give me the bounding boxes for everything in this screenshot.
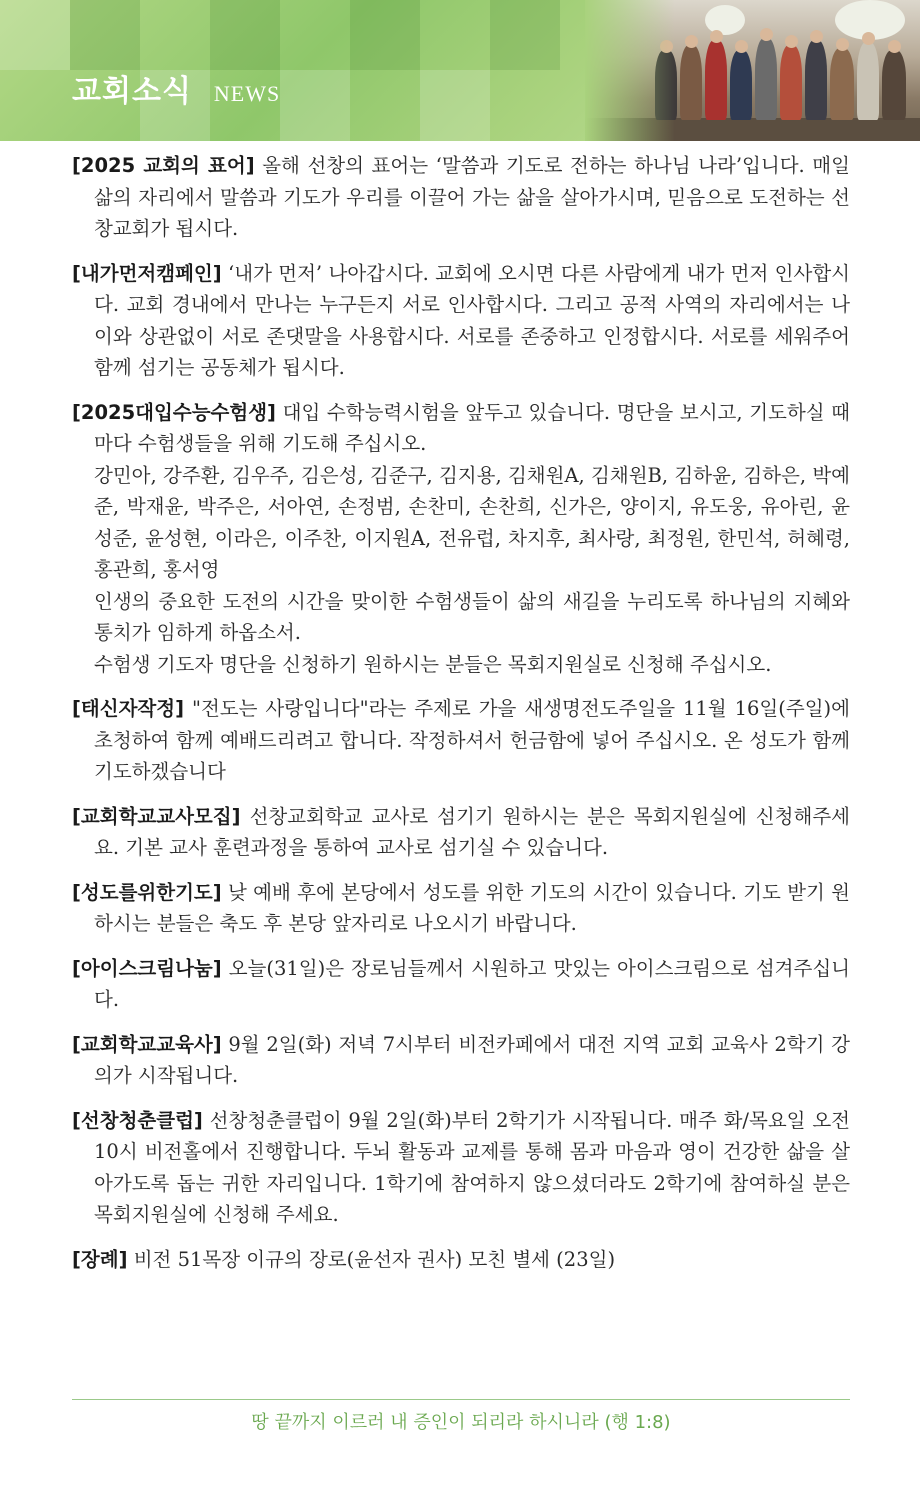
news-item-label: [장례]	[72, 1247, 128, 1271]
news-item-text: 대입 수학능력시험을 앞두고 있습니다. 명단을 보시고, 기도하실 때마다 수험생들을 위해 기도해 주십시오.	[94, 400, 851, 455]
news-item	[72, 877, 850, 940]
choir-photo	[585, 0, 920, 141]
news-item-label: [내가먼저캠페인]	[72, 261, 222, 285]
news-item	[72, 1029, 850, 1092]
news-item	[72, 258, 850, 384]
news-item-label: [2025대입수능수험생]	[72, 400, 276, 424]
news-item	[72, 801, 850, 864]
news-paragraph	[72, 693, 850, 788]
footer-verse: 땅 끝까지 이르러 내 증인이 되리라 하시니라 (행 1:8)	[251, 1412, 671, 1433]
header-pattern-tile	[420, 70, 490, 141]
header-pattern-tile	[490, 0, 560, 70]
news-paragraph	[72, 649, 850, 681]
news-item-label: [태신자작정]	[72, 697, 185, 720]
news-item-text: 강민아, 강주환, 김우주, 김은성, 김준구, 김지용, 김채원A, 김채원B, 김하윤, 김하은, 박예준, 박재윤, 박주은, 서아연, 손정범, 손찬미, 손찬희, 신가은, 양이지, 유도웅, 유아린, 윤성준, 윤성현, 이라은, 이주찬, 이지원A, 전유럽, 차지후, 최사랑, 최정원, 한민석, 허혜령, 홍관희, 홍서영	[94, 463, 850, 581]
news-item-text: 선창교회학교 교사로 섬기기 원하시는 분은 목회지원실에 신청해주세요. 기본 교사 훈련과정을 통하여 교사로 섬기실 수 있습니다.	[94, 804, 850, 859]
news-item-label: [2025 교회의 표어]	[72, 154, 255, 177]
header-pattern-tile	[280, 70, 350, 141]
news-item-label: [교회학교교육사]	[72, 1032, 222, 1056]
news-list	[72, 150, 850, 1288]
news-item	[72, 953, 850, 1016]
news-paragraph	[72, 877, 850, 940]
header-pattern-tile	[70, 0, 140, 70]
news-item	[72, 693, 850, 788]
news-item-text: 9월 2일(화) 저녁 7시부터 비전카페에서 대전 지역 교회 교육사 2학기 강의가 시작됩니다.	[94, 1032, 850, 1087]
header-pattern-tile	[0, 0, 70, 70]
news-paragraph	[72, 1105, 850, 1231]
news-item-text: 수험생 기도자 명단을 신청하기 원하시는 분들은 목회지원실로 신청해 주십시오.	[94, 652, 772, 676]
news-item-label: [아이스크림나눔]	[72, 956, 222, 980]
news-item-text: 선창청춘클럽이 9월 2일(화)부터 2학기가 시작됩니다. 매주 화/목요일 오전 10시 비전홀에서 진행합니다. 두뇌 활동과 교제를 통해 몸과 마음과 영이 건강한 삶을 살아가도록 돕는 귀한 자리입니다. 1학기에 참여하지 않으셨더라도 2학기에 참여하실 분은 목회지원실에 신청해 주세요.	[94, 1108, 850, 1226]
news-paragraph	[72, 586, 850, 649]
news-item-text: 올해 선창의 표어는 ‘말씀과 기도로 전하는 하나님 나라’입니다. 매일 삶의 자리에서 말씀과 기도가 우리를 이끌어 가는 삶을 살아가시며, 믿음으로 도전하는 선창교회가 됩시다.	[94, 154, 850, 240]
news-item-text: 낮 예배 후에 본당에서 성도를 위한 기도의 시간이 있습니다. 기도 받기 원하시는 분들은 축도 후 본당 앞자리로 나오시기 바랍니다.	[94, 880, 851, 935]
news-paragraph	[72, 1244, 850, 1276]
news-paragraph	[72, 953, 850, 1016]
title-korean: 교회소식	[72, 74, 192, 109]
header-pattern-tile	[210, 0, 280, 70]
news-item-text: ‘내가 먼저’ 나아갑시다. 교회에 오시면 다른 사람에게 내가 먼저 인사합시다. 교회 경내에서 만나는 누구든지 서로 인사합시다. 그리고 공적 사역의 자리에서는 나이와 상관없이 서로 존댓말을 사용합시다. 서로를 존중하고 인정합시다. 서로를 세워주어 함께 섬기는 공동체가 됩시다.	[94, 261, 851, 379]
news-item-text: 비전 51목장 이규의 장로(윤선자 권사) 모친 별세 (23일)	[133, 1247, 616, 1271]
news-paragraph	[72, 258, 850, 384]
news-item-text: "전도는 사랑입니다"라는 주제로 가을 새생명전도주일을 11월 16일(주일)에 초청하여 함께 예배드리려고 합니다. 작정하셔서 헌금함에 넣어 주십시오. 온 성도가 함께 기도하겠습니다	[94, 697, 850, 783]
news-item-label: [선창청춘클럽]	[72, 1108, 203, 1132]
title-english: NEWS	[213, 81, 281, 106]
news-paragraph	[72, 1029, 850, 1092]
news-item	[72, 150, 850, 245]
news-paragraph	[72, 460, 850, 586]
news-item	[72, 397, 850, 681]
news-paragraph	[72, 150, 850, 245]
news-item	[72, 1244, 850, 1276]
news-item-text: 인생의 중요한 도전의 시간을 맞이한 수험생들이 삶의 새길을 누리도록 하나님의 지혜와 통치가 임하게 하옵소서.	[94, 589, 850, 644]
footer-divider	[72, 1399, 850, 1400]
news-item-label: [성도를위한기도]	[72, 880, 222, 904]
news-item-text: 오늘(31일)은 장로님들께서 시원하고 맛있는 아이스크림으로 섬겨주십니다.	[94, 956, 851, 1011]
news-paragraph	[72, 801, 850, 864]
news-paragraph	[72, 397, 850, 460]
header-pattern-tile	[350, 0, 420, 70]
page-header	[0, 0, 920, 141]
page-title	[72, 66, 280, 110]
news-item	[72, 1105, 850, 1231]
news-item-label: [교회학교교사모집]	[72, 804, 241, 828]
